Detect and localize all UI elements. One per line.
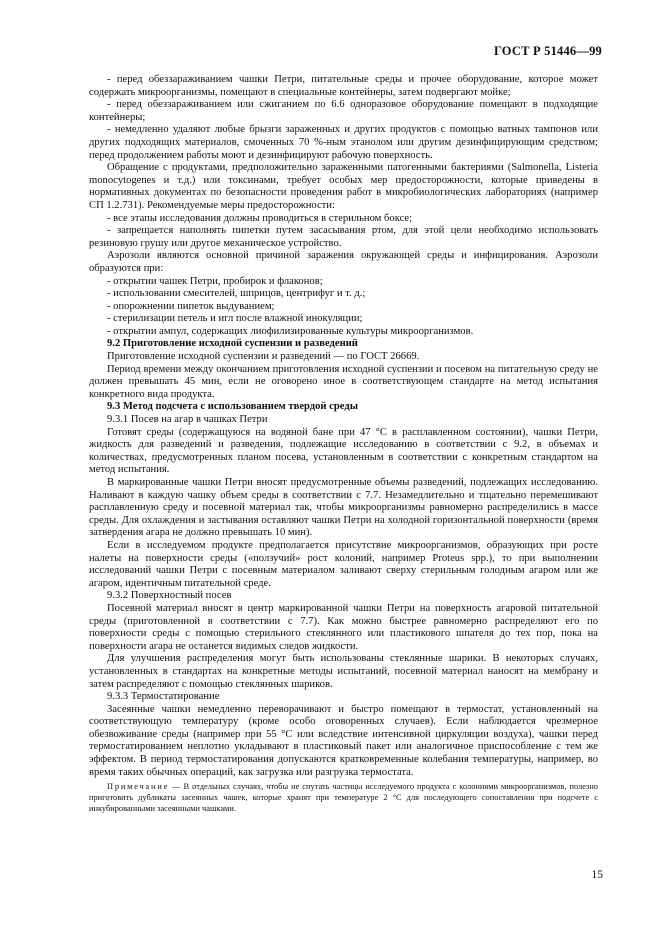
paragraph: 9.3.2 Поверхностный посев xyxy=(107,590,232,602)
paragraph: Обращение с продуктами, предположительно зараженными патогенными бактериями (Salmonella, Listeria monocytogenes и т.д.) или токсинами, требует особых мер предосторожности, которые приведены в нормативных документах по безопасности проведения работ в микробиологических лабораториях (например СП 1.2.731). Рекомендуемые меры предосторожности: xyxy=(89,162,598,211)
paragraph: Приготовление исходной суспензии и разведений — по ГОСТ 26669. xyxy=(107,351,420,363)
paragraph: Период времени между окончанием приготовления исходной суспензии и посевом на питательную среду не должен превышать 45 мин, если не оговорено иное в соответствующем стандарте на метод испытания конкретного вида продукта. xyxy=(89,363,598,400)
note-label: Примечание xyxy=(107,782,170,792)
paragraph: 9.3.1 Посев на агар в чашках Петри xyxy=(107,414,268,426)
page-number: 15 xyxy=(591,869,603,881)
paragraph: Засеянные чашки немедленно переворачивают и быстро помещают в термостат, установленный на соответствующую температуру (кроме особо оговоренных случаев). Если наблюдается чрезмерное обезвоживание среды (например при 55 °С или вследствие интенсивной циркуляции воздуха), чашки перед термостатированием неплотно укладывают в пластиковый пакет или аналогичное приспособление с тем же эффектом. В период термостатирования допускаются кратковременные колебания температуры, например, во время таких обычных операций, как загрузка или разгрузка термостата. xyxy=(89,703,598,778)
paragraph: - перед обеззараживанием или сжиганием по 6.6 одноразовое оборудование помещают в подходящие контейнеры; xyxy=(89,99,598,123)
paragraph: Для улучшения распределения могут быть использованы стеклянные шарики. В некоторых случаях, установленных в стандартах на конкретные методы испытаний, посевной материал наносят на мембрану и затем распределяют с помощью стеклянных шариков. xyxy=(89,653,598,690)
document-header: ГОСТ Р 51446—99 xyxy=(493,44,602,58)
paragraph: Если в исследуемом продукте предполагается присутствие микроорганизмов, образующих при росте налеты на поверхности среды («ползучий» рост колоний, например Proteus spp.), то при выполнении исследований чашки Петри с посевным материалом заливают сверху стерильным голодным агаром или же агаром, идентичным питательной среде. xyxy=(89,539,598,589)
paragraph: - перед обеззараживанием чашки Петри, питательные среды и прочее оборудование, которое может содержать микроорганизмы, помещают в специальные контейнеры, затем подвергают мойке; xyxy=(89,74,598,98)
paragraph: - опорожнении пипеток выдуванием; xyxy=(107,300,275,312)
paragraph: - запрещается наполнять пипетки путем засасывания ртом, для этой цели необходимо использовать резиновую грушу или другое механическое устройство. xyxy=(89,225,598,249)
section-heading: 9.3 Метод подсчета с использованием твердой среды xyxy=(107,401,358,413)
note xyxy=(89,781,598,814)
paragraph: 9.3.3 Термостатирование xyxy=(107,691,220,703)
section-heading: 9.2 Приготовление исходной суспензии и разведений xyxy=(107,338,358,350)
paragraph: - открытии чашек Петри, пробирок и флаконов; xyxy=(107,275,323,287)
paragraph: - немедленно удаляют любые брызги зараженных и других продуктов с помощью ватных тампонов или других подходящих материалов, смоченных 70 %-ным этанолом или другим дезинфицирующим средством; перед продолжением работы моют и дезинфицируют рабочую поверхность. xyxy=(89,124,598,161)
paragraph: Аэрозоли являются основной причиной заражения окружающей среды и инфицирования. Аэрозоли образуются при: xyxy=(89,250,598,274)
paragraph: - использовании смесителей, шприцов, центрифуг и т. д.; xyxy=(107,288,366,300)
paragraph: - все этапы исследования должны проводиться в стерильном боксе; xyxy=(107,212,413,224)
paragraph: - открытии ампул, содержащих лиофилизированные культуры микроорганизмов. xyxy=(107,325,474,337)
paragraph: Готовят среды (содержащуюся на водяной бане при 47 °С в расплавленном состоянии), чашки Петри, жидкость для разведений и разведения, подлежащие исследованию в соответствии с 9.2, в объемах и количествах, предусмотренных планом посева, установленным в соответствии с конкретным стандартом на метод испытания. xyxy=(89,426,598,476)
note-text: — В отдельных случаях, чтобы не спутать частицы исследуемого продукта с колониями микроорганизмов, полезно приготовить дубликаты засеянных чашек, которые хранят при температуре 2 °С для последующего сопоставления при подсчете с инкубированными засеянными чашками. xyxy=(89,782,598,814)
paragraph: В маркированные чашки Петри вносят предусмотренные объемы разведений, подлежащих исследованию. Наливают в каждую чашку объем среды в соответствии с 7.7. Незамедлительно и тщательно перемешивают расплавленную среду и посевной материал так, чтобы микроорганизмы равномерно распределились в массе среды. Для охлаждения и застывания оставляют чашки Петри на холодной горизонтальной поверхности (время затвердения агара не должно превышать 10 мин). xyxy=(89,477,598,539)
document-body xyxy=(89,74,598,814)
paragraph: Посевной материал вносят в центр маркированной чашки Петри на поверхность агаровой питательной среды (приготовленной в соответствии с 7.7). Как можно быстрее равномерно распределяют его по поверхности среды с помощью стерильного стеклянного или пластикового шпателя до тех пор, пока на поверхности агара не останется видимых следов жидкости. xyxy=(89,602,598,652)
paragraph: - стерилизации петель и игл после влажной инокуляции; xyxy=(107,313,363,325)
